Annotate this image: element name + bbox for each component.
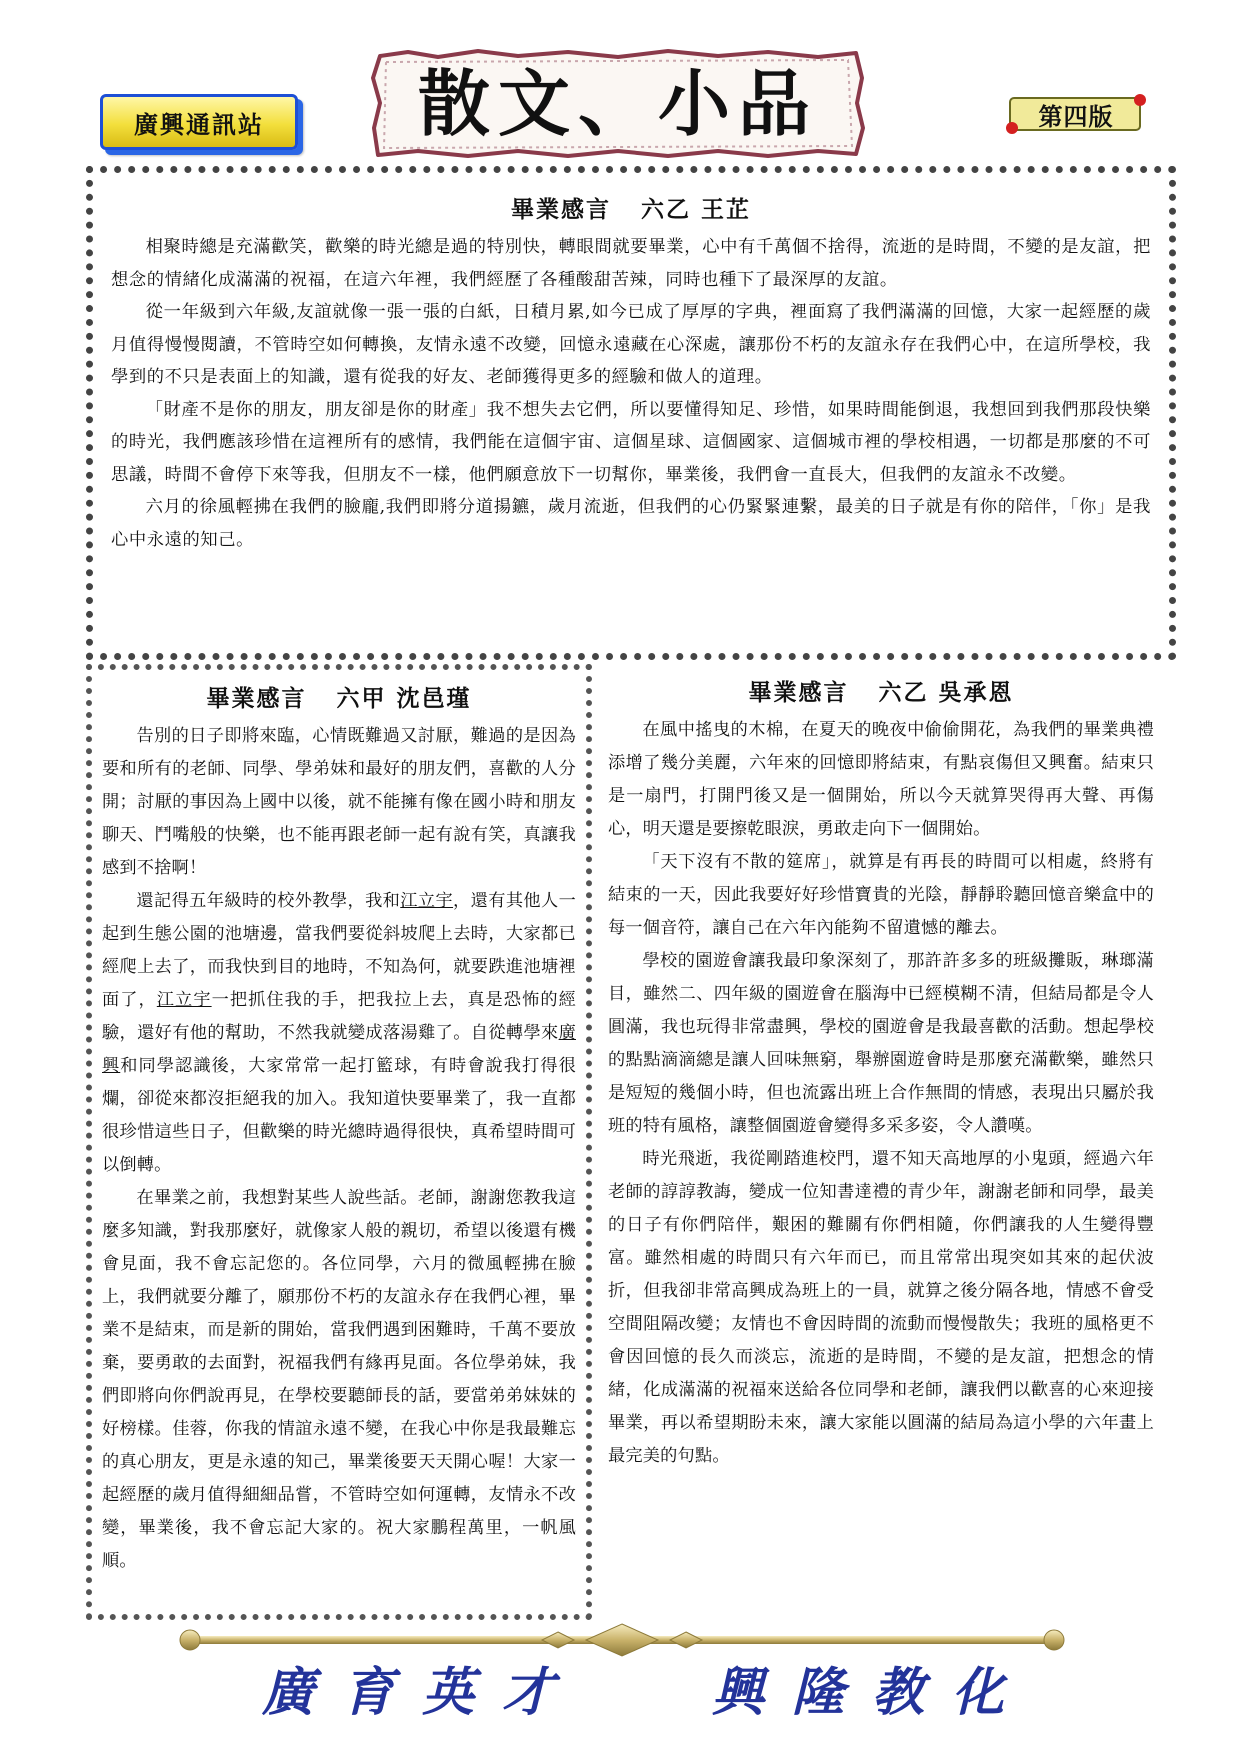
paragraph: 告別的日子即將來臨，心情既難過又討厭，難過的是因為要和所有的老師、同學、學弟妹和最好的朋友們，喜歡的人分開；討厭的事因為上國中以後，就不能擁有像在國小時和朋友聊天、鬥嘴般的快樂，也不能再跟老師一起有說有笑，真讓我感到不捨啊！ (102, 726, 576, 878)
footer-motto-right: 興隆教化 (712, 1662, 1033, 1723)
article-byline: 六乙 王芷 (640, 196, 751, 223)
newsletter-name-badge (100, 94, 298, 150)
text-run: 一把抓住我的手，把我拉上去，真是恐怖的經驗，還好有他的幫助，不然我就變成落湯雞了。自從轉學來 (102, 990, 576, 1043)
underlined-name: 江立宇 (400, 891, 454, 911)
paragraph: 「天下沒有不散的筵席」，就算是有再長的時間可以相處，終將有結束的一天，因此我要好好珍惜寶貴的光陰，靜靜聆聽回憶音樂盒中的每一個音符，讓自己在六年內能夠不留遺憾的離去。 (608, 852, 1154, 938)
paragraph: 在畢業之前，我想對某些人說些話。老師，謝謝您教我這麼多知識，對我那麼好，就像家人般的親切，希望以後還有機會見面，我不會忘記您的。各位同學，六月的微風輕拂在臉上，我們就要分離了，願那份不朽的友誼永存在我們心裡，畢業不是結束，而是新的開始，當我們遇到困難時，千萬不要放棄，要勇敢的去面對，祝福我們有緣再見面。各位學弟妹，我們即將向你們說再見，在學校要聽師長的話，要當弟弟妹妹的好榜樣。佳蓉，你我的情誼永遠不變，在我心中你是我最難忘的真心朋友，更是永遠的知己，畢業後要天天開心喔！大家一起經歷的歲月值得細細品嘗，不管時空如何運轉，友情永不改變，畢業後，我不會忘記大家的。祝大家鵬程萬里，一帆風順。 (102, 1188, 576, 1571)
masthead (368, 48, 868, 160)
article-byline: 六乙 吳承恩 (878, 679, 1014, 706)
article-heading: 畢業感言 (510, 196, 611, 223)
paragraph: 時光飛逝，我從剛踏進校門，還不知天高地厚的小鬼頭，經過六年老師的諄諄教誨，變成一位知書達禮的青少年，謝謝老師和同學，最美的日子有你們陪伴，艱困的難關有你們相隨，你們讓我的人生變得豐富。雖然相處的時間只有六年而已，而且常常出現突如其來的起伏波折，但我卻非常高興成為班上的一員，就算之後分隔各地，情感不會受空間阻隔改變；友情也不會因時間的流動而慢慢散失；我班的風格更不會因回憶的長久而淡忘，流逝的是時間，不變的是友誼，把想念的情緒，化成滿滿的祝福來送給各位同學和老師，讓我們以歡喜的心來迎接畢業，再以希望期盼未來，讓大家能以圓滿的結局為這小學的六年畫上最完美的句點。 (608, 1149, 1154, 1466)
article-heading: 畢業感言 (748, 679, 849, 706)
article-wu-cheng-en (602, 672, 1160, 1612)
article-title (111, 195, 1151, 225)
page-number: 第四版 (1038, 101, 1114, 131)
paragraph: 六月的徐風輕拂在我們的臉龐,我們即將分道揚鑣，歲月流逝，但我們的心仍緊緊連繫，最美的日子就是有你的陪伴，「你」是我心中永遠的知己。 (111, 497, 1151, 550)
text-run: 還記得五年級時的校外教學，我和 (136, 891, 401, 911)
paragraph: 學校的園遊會讓我最印象深刻了，那許許多多的班級攤販，琳瑯滿目，雖然二、四年級的園遊會在腦海中已經模糊不清，但結局都是令人圓滿，我也玩得非常盡興，學校的園遊會是我最喜歡的活動。想起學校的點點滴滴總是讓人回味無窮，舉辦園遊會時是那麼充滿歡樂，雖然只是短短的幾個小時，但也流露出班上合作無間的情感，表現出只屬於我班的特有風格，讓整個園遊會變得多采多姿，令人讚嘆。 (608, 951, 1154, 1136)
page-title: 散文、小品 (417, 61, 818, 146)
text-run: 和同學認識後，大家常常一起打籃球，有時會說我打得很爛，卻從來都沒拒絕我的加入。我知道快要畢業了，我一直都很珍惜這些日子，但歡樂的時光總時過得很快，真希望時間可以倒轉。 (102, 1056, 576, 1175)
article-title (608, 678, 1154, 708)
paragraph (102, 885, 576, 1182)
paragraph: 在風中搖曳的木棉，在夏天的晚夜中偷偷開花，為我們的畢業典禮添增了幾分美麗，六年來的回憶即將結束，有點哀傷但又興奮。結束只是一扇門，打開門後又是一個開始，所以今天就算哭得再大聲、再傷心，明天還是要擦乾眼淚，勇敢走向下一個開始。 (608, 720, 1154, 839)
footer-motto-left: 廣育英才 (262, 1662, 583, 1723)
article-shen-yi-jin (86, 664, 592, 1620)
underlined-name: 廣興 (102, 1023, 576, 1076)
newsletter-name: 廣興通訊站 (134, 109, 264, 139)
paragraph: 相聚時總是充滿歡笑，歡樂的時光總是過的特別快，轉眼間就要畢業，心中有千萬個不捨得，流逝的是時間，不變的是友誼，把想念的情緒化成滿滿的祝福，在這六年裡，我們經歷了各種酸甜苦辣，同時也種下了最深厚的友誼。 (111, 237, 1151, 290)
article-title (102, 684, 576, 714)
underlined-name: 江立宇 (156, 990, 212, 1010)
article-wang-zhi (86, 166, 1176, 660)
article-byline: 六甲 沈邑瑾 (336, 685, 472, 712)
paragraph: 從一年級到六年級,友誼就像一張一張的白紙，日積月累,如今已成了厚厚的字典，裡面寫了我們滿滿的回憶，大家一起經歷的歲月值得慢慢閱讀，不管時空如何轉換，友情永遠不改變，回憶永遠藏在心深處，讓那份不朽的友誼永存在我們心中，在這所學校，我學到的不只是表面上的知識，還有從我的好友、老師獲得更多的經驗和做人的道理。 (111, 302, 1151, 387)
article-heading: 畢業感言 (206, 685, 307, 712)
page-number-badge (1002, 92, 1150, 136)
text-run: ，還有其他人一起到生態公園的池塘邊，當我們要從斜坡爬上去時，大家都已經爬上去了，而我快到目的地時，不知為何，就要跌進池塘裡面了， (102, 891, 576, 1010)
paragraph: 「財產不是你的朋友，朋友卻是你的財產」我不想失去它們，所以要懂得知足、珍惜，如果時間能倒退，我想回到我們那段快樂的時光，我們應該珍惜在這裡所有的感情，我們能在這個宇宙、這個星球、這個國家、這個城市裡的學校相遇，一切都是那麼的不可思議，時間不會停下來等我，但朋友不一樣，他們願意放下一切幫你，畢業後，我們會一直長大，但我們的友誼永不改變。 (111, 399, 1151, 485)
